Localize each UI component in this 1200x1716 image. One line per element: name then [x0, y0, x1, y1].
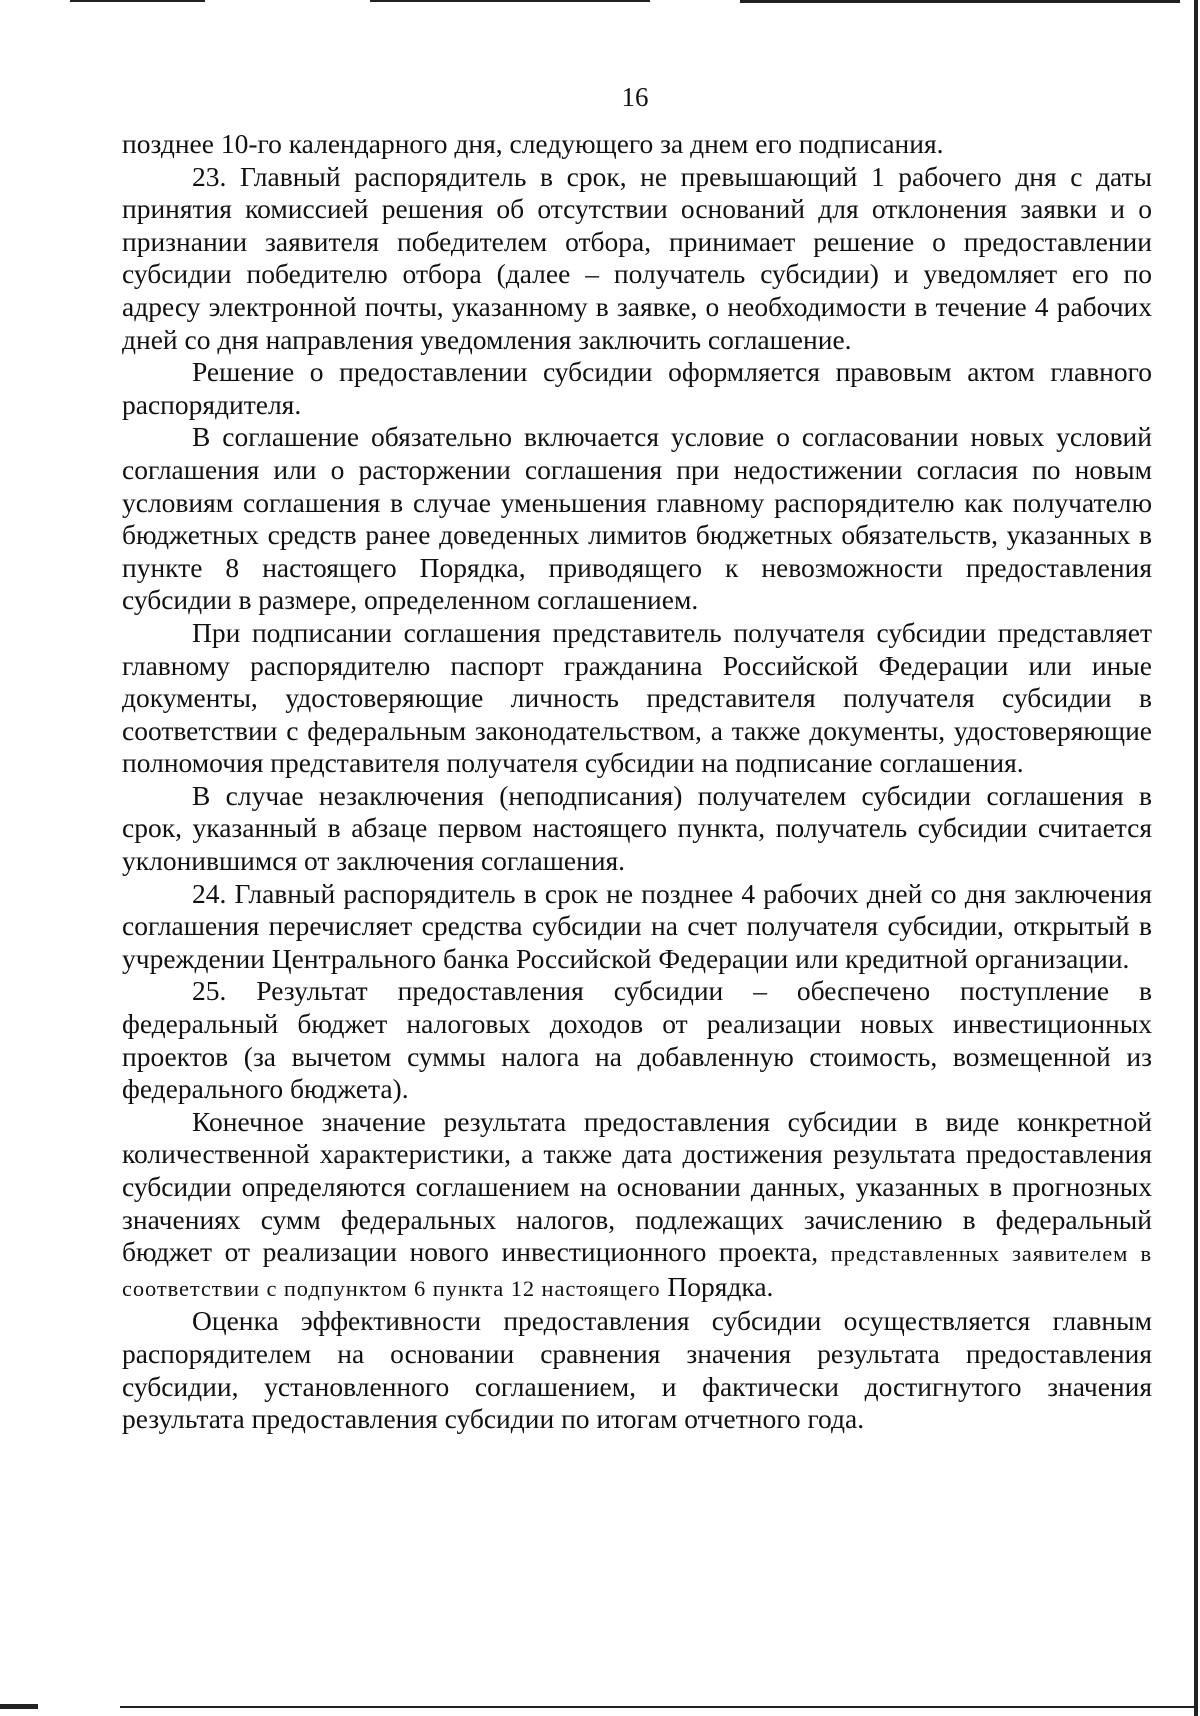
scan-edge-top-mid — [370, 0, 650, 2]
document-body — [122, 128, 1152, 1436]
paragraph-decision: Решение о предоставлении субсидии оформляется правовым актом главного распорядителя. — [122, 356, 1152, 420]
paragraph-final-value — [122, 1106, 1152, 1306]
paragraph-final-value-small: представленных заявителем в соответствии с подпунктом 6 пункта 12 настоящего — [122, 1241, 1152, 1301]
paragraph-evaluation: Оценка эффективности предоставления субсидии осуществляется главным распорядителем на основании сравнения значения результата предоставления субсидии, установленного соглашением, и фактически достигнутого значения результата предоставления субсидии по итогам отчетного года. — [122, 1305, 1152, 1435]
page-number: 16 — [621, 82, 649, 112]
paragraph-final-value-main: Конечное значение результата предоставления субсидии в виде конкретной количественной характеристики, а также дата достижения результата предоставления субсидии определяются соглашением на основании данных, указанных в прогнозных значениях сумм федеральных налогов, подлежащих зачислению в федеральный бюджет от реализации нового инвестиционного проекта, — [122, 1105, 1152, 1268]
paragraph-evasion: В случае незаключения (неподписания) получателем субсидии соглашения в срок, указанный в абзаце первом настоящего пункта, получатель субсидии считается уклонившимся от заключения соглашения. — [122, 779, 1152, 877]
scan-edge-right — [1194, 0, 1198, 1716]
paragraph-23: 23. Главный распорядитель в срок, не превышающий 1 рабочего дня с даты принятия комиссией решения об отсутствии оснований для отклонения заявки и о признании заявителя победителем отбора, принимает решение о предоставлении субсидии победителю отбора (далее – получатель субсидии) и уведомляет его по адресу электронной почты, указанному в заявке, о необходимости в течение 4 рабочих дней со дня направления уведомления заключить соглашение. — [122, 160, 1152, 355]
paragraph-24: 24. Главный распорядитель в срок не позднее 4 рабочих дней со дня заключения соглашения перечисляет средства субсидии на счет получателя субсидии, открытый в учреждении Центрального банка Российской Федерации или кредитной организации. — [122, 877, 1152, 974]
paragraph-final-value-end: Порядка. — [667, 1270, 774, 1302]
scan-edge-top-left — [70, 0, 205, 2]
scan-edge-top-right — [740, 0, 1180, 3]
paragraph-agreement-condition: В соглашение обязательно включается условие о согласовании новых условий соглашения или о расторжении соглашения при недостижении согласия по новым условиям соглашения в случае уменьшения главному распорядителю как получателю бюджетных средств ранее доведенных лимитов бюджетных обязательств, указанных в пункте 8 настоящего Порядка, приводящего к невозможности предоставления субсидии в размере, определенном соглашением. — [122, 421, 1152, 616]
paragraph-signing: При подписании соглашения представитель получателя субсидии представляет главному распорядителю паспорт гражданина Российской Федерации или иные документы, удостоверяющие личность представителя получателя субсидии в соответствии с федеральным законодательством, а также документы, удостоверяющие полномочия представителя получателя субсидии на подписание соглашения. — [122, 616, 1152, 779]
scan-edge-bottom-left — [0, 1704, 38, 1709]
paragraph-25: 25. Результат предоставления субсидии – обеспечено поступление в федеральный бюджет налоговых доходов от реализации новых инвестиционных проектов (за вычетом суммы налога на добавленную стоимость, возмещенной из федерального бюджета). — [122, 975, 1152, 1105]
paragraph-1: позднее 10-го календарного дня, следующего за днем его подписания. — [122, 128, 944, 159]
scan-edge-bottom — [120, 1706, 1194, 1708]
